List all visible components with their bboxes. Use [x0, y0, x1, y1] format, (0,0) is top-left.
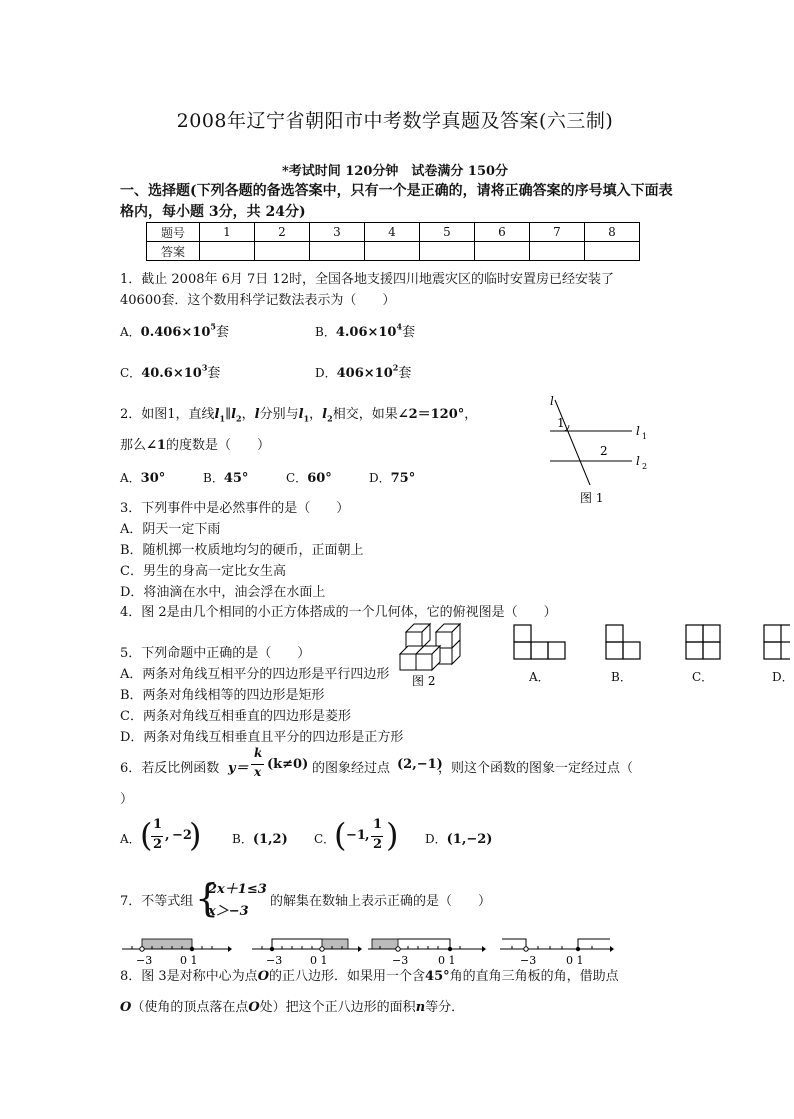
table-cell: 2 — [255, 223, 310, 242]
table-row — [147, 242, 640, 261]
figure-1 — [540, 395, 660, 505]
fig1-label-l: l — [550, 394, 554, 408]
answer-cell[interactable] — [530, 242, 585, 261]
svg-text:0 1: 0 1 — [310, 954, 328, 967]
svg-text:2: 2 — [642, 462, 648, 471]
q4-option-d-figure[interactable] — [762, 624, 790, 662]
q3-option-b[interactable]: B．随机掷一枚质地均匀的硬币，正面朝上 — [120, 543, 364, 558]
svg-text:−3: −3 — [520, 954, 537, 967]
svg-text:−3: −3 — [266, 954, 283, 967]
section-heading: 一、选择题(下列各题的备选答案中，只有一个是正确的，请将正确答案的序号填入下面表格内，每小题 3分，共 24分) — [120, 183, 673, 220]
answer-cell[interactable] — [255, 242, 310, 261]
q7-option-a-numberline[interactable] — [120, 928, 232, 970]
q3-stem: 3．下列事件中是必然事件的是（ ） — [120, 501, 350, 516]
answer-table — [146, 222, 640, 261]
answer-cell[interactable] — [585, 242, 640, 261]
q1-option-a[interactable]: A．$0.406\times 10^5$套 — [120, 321, 229, 340]
q4-option-b-figure[interactable] — [604, 624, 646, 662]
q6-option-b[interactable]: B．(1,2) — [232, 832, 288, 847]
svg-text:0 1: 0 1 — [438, 954, 456, 967]
q8-line1: 8．图 3是对称中心为点O的正八边形．如果用一个含45°角的直角三角板的角，借助点 — [120, 969, 619, 984]
svg-text:l: l — [636, 424, 640, 438]
q4-option-a[interactable]: A． — [529, 670, 550, 684]
answer-cell[interactable] — [310, 242, 365, 261]
table-cell: 答案 — [147, 242, 200, 261]
q5-stem: 5．下列命题中正确的是（ ） — [120, 646, 311, 661]
q2-option-d[interactable]: D．75° — [369, 471, 416, 486]
table-cell: 7 — [530, 223, 585, 242]
table-cell: 6 — [475, 223, 530, 242]
table-cell: 8 — [585, 223, 640, 242]
svg-text:1: 1 — [642, 432, 648, 441]
fig1-caption: 图 1 — [580, 491, 604, 505]
table-cell: 4 — [365, 223, 420, 242]
table-cell: 3 — [310, 223, 365, 242]
fig1-label-2: 2 — [600, 444, 608, 458]
q1-option-d[interactable]: D．$406\times 10^2$套 — [315, 362, 412, 381]
table-cell: 5 — [420, 223, 475, 242]
q7-option-c-numberline[interactable] — [366, 928, 486, 970]
q2-option-b[interactable]: B．45° — [203, 471, 249, 486]
page-title: 2008年辽宁省朝阳市中考数学真题及答案(六三制) — [176, 110, 614, 132]
q5-option-c[interactable]: C．两条对角线互相垂直的四边形是菱形 — [120, 709, 351, 724]
svg-text:l: l — [636, 454, 640, 468]
q3-option-c[interactable]: C．男生的身高一定比女生高 — [120, 564, 286, 579]
svg-text:−3: −3 — [136, 954, 153, 967]
q6-option-d[interactable]: D．(1,−2) — [425, 832, 493, 847]
svg-text:−3: −3 — [392, 954, 409, 967]
answer-cell[interactable] — [200, 242, 255, 261]
fig2-caption: 图 2 — [412, 674, 436, 688]
q4-option-d[interactable]: D． — [772, 670, 794, 684]
q6-option-c[interactable]: C． ( −1 , 1 2 ) — [314, 816, 399, 854]
exam-info: *考试时间 120分钟 试卷满分 150分 — [281, 164, 509, 179]
q1-line1: 1．截止 2008年 6月 7日 12时，全国各地支援四川地震灾区的临时安置房已经安装了 — [120, 272, 614, 287]
q2-option-a[interactable]: A．30° — [120, 471, 166, 486]
q8-line2: O（使角的顶点落在点O处）把这个正八边形的面积n等分． — [120, 1000, 465, 1015]
q3-option-a[interactable]: A．阴天一定下雨 — [120, 522, 221, 537]
fig1-label-1: 1 — [557, 416, 565, 430]
q4-option-c-figure[interactable] — [684, 624, 726, 662]
q4-option-b[interactable]: B． — [611, 670, 632, 684]
answer-cell[interactable] — [420, 242, 475, 261]
q1-option-b[interactable]: B．$4.06\times 10^4$套 — [315, 321, 416, 340]
svg-text:0 1: 0 1 — [180, 954, 198, 967]
svg-text:0 1: 0 1 — [566, 954, 584, 967]
q3-option-d[interactable]: D．将油滴在水中，油会浮在水面上 — [120, 585, 326, 600]
q7-option-b-numberline[interactable] — [250, 928, 362, 970]
answer-cell[interactable] — [365, 242, 420, 261]
q1-option-c[interactable]: C．$40.6\times 10^3$套 — [120, 362, 221, 381]
q2-option-c[interactable]: C．60° — [286, 471, 332, 486]
q4-option-c[interactable]: C． — [692, 670, 714, 684]
q7-option-d-numberline[interactable] — [498, 928, 614, 970]
q1-line2: 40600套．这个数用科学记数法表示为（ ） — [120, 293, 396, 308]
q5-option-d[interactable]: D．两条对角线互相垂直且平分的四边形是正方形 — [120, 730, 404, 745]
answer-cell[interactable] — [475, 242, 530, 261]
q6-option-a[interactable]: A． ( 1 2 , −2 ) — [120, 816, 202, 854]
figure-2-cubes — [396, 618, 466, 688]
table-cell: 1 — [200, 223, 255, 242]
q6-line2: ） — [120, 792, 134, 807]
q5-option-a[interactable]: A．两条对角线互相平分的四边形是平行四边形 — [120, 667, 390, 682]
q4-stem: 4．图 2是由几个相同的小正方体搭成的一个几何体，它的俯视图是（ ） — [120, 605, 557, 620]
table-row — [147, 223, 640, 242]
table-cell: 题号 — [147, 223, 200, 242]
q2-line2: 那么∠1的度数是（ ） — [120, 438, 270, 453]
q5-option-b[interactable]: B．两条对角线相等的四边形是矩形 — [120, 688, 325, 703]
q4-option-a-figure[interactable] — [512, 624, 572, 662]
q2-line1: 2．如图1，直线$l_1\parallel l_2$，l分别与$l_1$，$l_2$相交，如果∠2＝120°， — [120, 407, 478, 424]
